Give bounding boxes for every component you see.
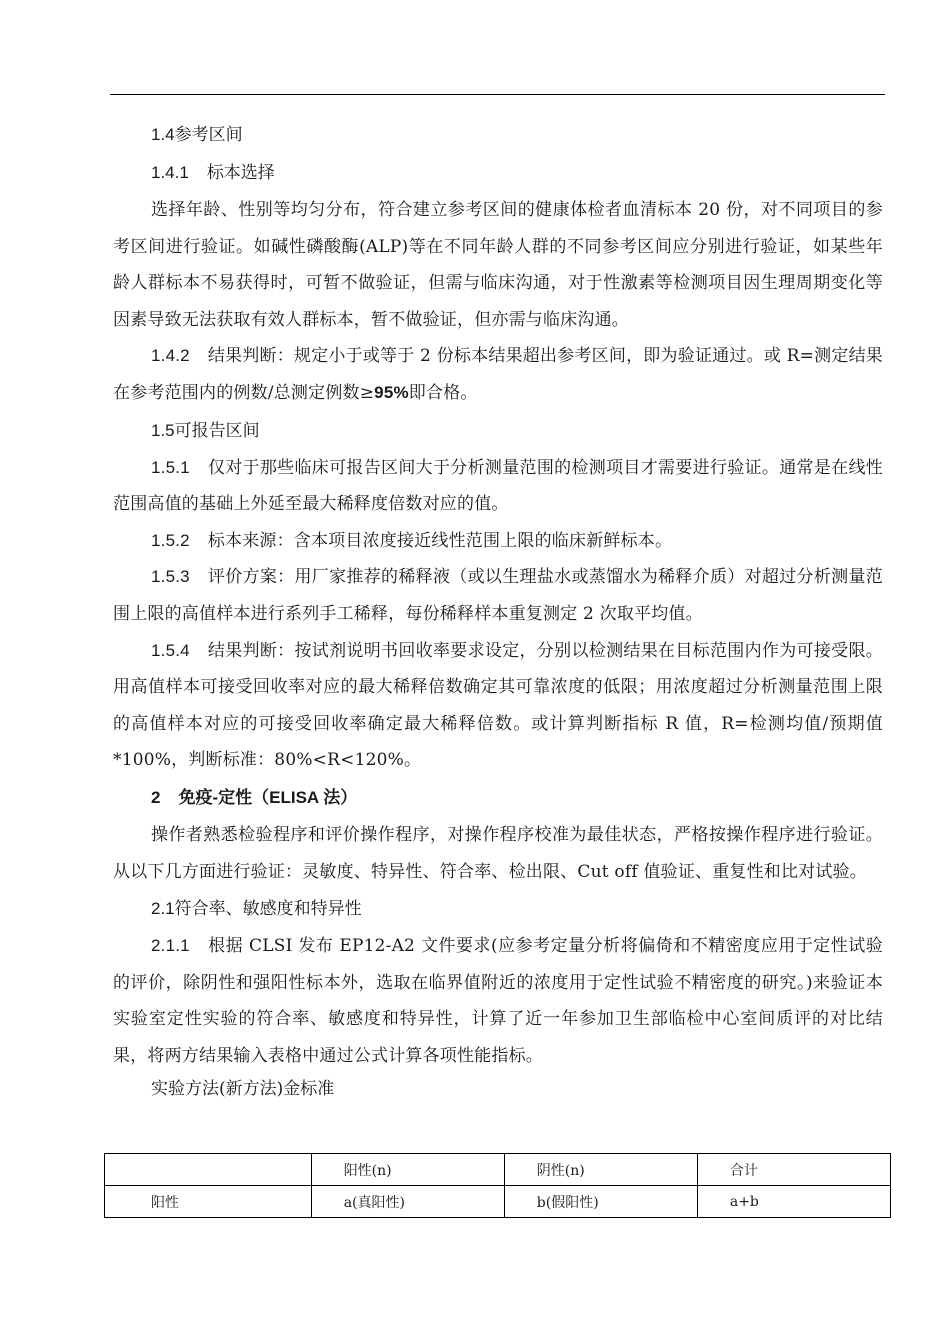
- paragraph-number: 1.5.1: [151, 457, 190, 477]
- paragraph-1-5-1: [113, 450, 883, 523]
- heading-number: 2: [151, 787, 161, 807]
- document-body: [113, 116, 883, 1104]
- paragraph-sample-selection: 选择年龄、性别等均匀分布，符合建立参考区间的健康体检者血清标本 20 份，对不同项目的参考区间进行验证。如碱性磷酸酶(ALP)等在不同年龄人群的不同参考区间应分别进行验证，如某些年龄人群标本不易获得时，可暂不做验证，但需与临床沟通，对于性激素等检测项目因生理周期变化等因素导致无法获取有效人群标本，暂不做验证，但亦需与临床沟通。: [113, 200, 883, 330]
- table-header-cell: 阴性(n): [504, 1154, 697, 1186]
- heading-title: 可报告区间: [174, 420, 260, 441]
- paragraph-text: 仅对于那些临床可报告区间大于分析测量范围的检测项目才需要进行验证。通常是在线性范围高值的基础上外延至最大稀释度倍数对应的值。: [113, 457, 883, 515]
- paragraph-number: 1.5.4: [151, 640, 190, 660]
- paragraph-text: 结果判断：规定小于或等于 2 份标本结果超出参考区间，即为验证通过。或 R=测定结果在参考范围内的例数/总测定例数≥: [113, 346, 883, 403]
- table-header-cell: [105, 1154, 312, 1186]
- paragraph-text: 结果判断：按试剂说明书回收率要求设定，分别以检测结果在目标范围内作为可接受限。用高值样本可接受回收率对应的最大稀释倍数确定其可靠浓度的低限；用浓度超过分析测量范围上限的高值样本对应的可接受回收率确定最大稀释倍数。或计算判断指标 R 值，R=检测均值/预期值*100%，判断标准：80%<R<120%。: [113, 640, 883, 771]
- table-row: [105, 1186, 891, 1218]
- heading-number: 2.1: [151, 899, 175, 919]
- table-cell: b(假阳性): [504, 1186, 697, 1218]
- heading-title: 参考区间: [174, 125, 243, 145]
- heading-number: 1.4: [151, 125, 175, 144]
- heading-2: [113, 779, 883, 817]
- table-caption: 实验方法(新方法)金标准: [151, 1079, 335, 1100]
- heading-title: 免疫-定性（ELISA 法）: [178, 787, 358, 807]
- gold-standard-table: [104, 1153, 891, 1218]
- paragraph-text: 标本来源：含本项目浓度接近线性范围上限的临床新鲜标本。: [207, 530, 673, 551]
- header-rule: [110, 94, 885, 95]
- paragraph-1-5-4: [113, 633, 883, 779]
- paragraph-1-4-2: [113, 338, 883, 411]
- table-cell: a+b: [697, 1186, 890, 1218]
- paragraph-text: 评价方案：用厂家推荐的稀释液（或以生理盐水或蒸馏水为稀释介质）对超过分析测量范围上限的高值样本进行系列手工稀释，每份稀释样本重复测定 2 次取平均值。: [113, 567, 883, 624]
- paragraph-text-end: 即合格。: [408, 382, 478, 403]
- pass-percentage: 95%: [374, 382, 409, 402]
- table-header-row: [105, 1154, 891, 1186]
- paragraph-1-5-2: [113, 523, 883, 560]
- heading-1-4: [113, 116, 883, 154]
- heading-number: 1.4.1: [151, 163, 189, 182]
- heading-title: 符合率、敏感度和特异性: [174, 899, 362, 920]
- table-cell: 阳性: [105, 1186, 312, 1218]
- paragraph-immuno-qualitative: 操作者熟悉检验程序和评价操作程序，对操作程序校准为最佳状态，严格按操作程序进行验证。从以下几方面进行验证：灵敏度、特异性、符合率、检出限、Cut off 值验证、重复性和比对试验。: [113, 824, 883, 882]
- paragraph-number: 1.4.2: [151, 346, 190, 366]
- paragraph-1-5-3: [113, 559, 883, 632]
- table-header-cell: 阳性(n): [311, 1154, 504, 1186]
- table-cell: a(真阳性): [311, 1186, 504, 1218]
- table-header-cell: 合计: [697, 1154, 890, 1186]
- paragraph-number: 2.1.1: [151, 936, 190, 956]
- heading-1-4-1: [113, 154, 883, 192]
- paragraph-number: 1.5.3: [151, 567, 190, 587]
- heading-1-5: [113, 412, 883, 450]
- heading-number: 1.5: [151, 420, 175, 440]
- heading-title: 标本选择: [206, 163, 275, 183]
- paragraph-text: 根据 CLSI 发布 EP12-A2 文件要求(应参考定量分析将偏倚和不精密度应用于定性试验的评价，除阴性和强阳性标本外，选取在临界值附近的浓度用于定性试验不精密度的研究。)来验证本实验室定性实验的符合率、敏感度和特异性，计算了近一年参加卫生部临检中心室间质评的对比结果，将两方结果输入表格中通过公式计算各项性能指标。: [113, 936, 883, 1066]
- paragraph-number: 1.5.2: [151, 530, 190, 550]
- paragraph-2-1-1: [113, 928, 883, 1074]
- heading-2-1: [113, 890, 883, 928]
